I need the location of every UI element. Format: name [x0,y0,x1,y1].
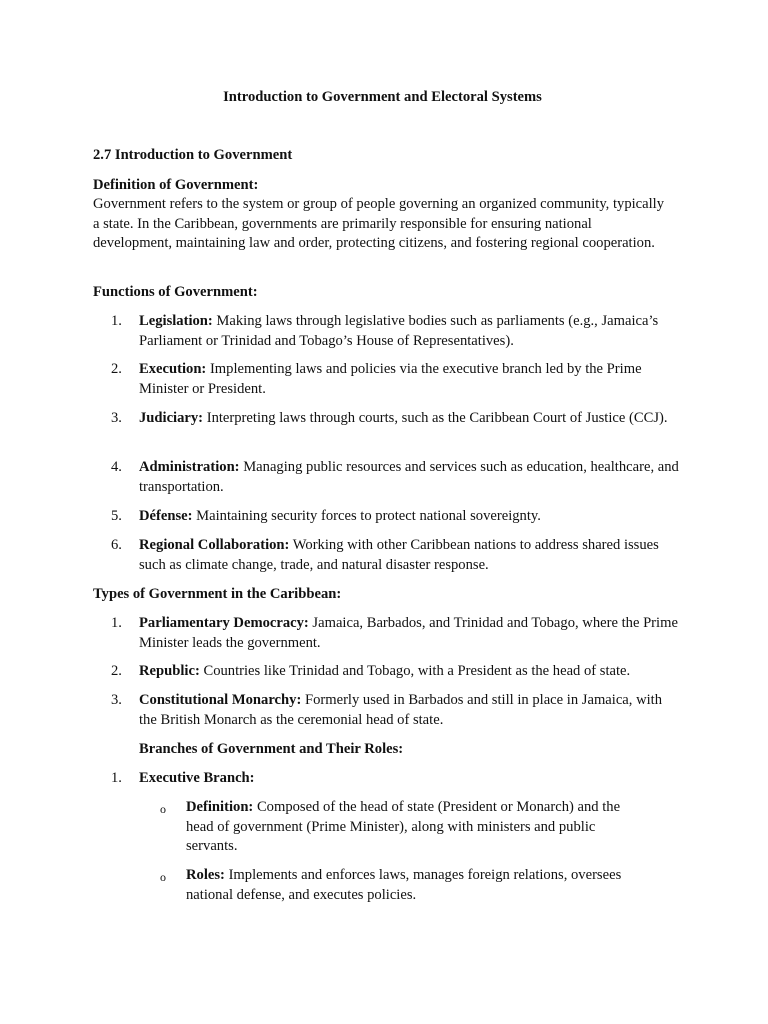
list-item-text: Jamaica, Barbados, and Trinidad and Tobago, where the Prime Minister leads the government. [139,615,678,651]
list-item-term: Regional Collaboration: [139,537,290,553]
list-item-execution [93,360,683,399]
list-item-term: Legislation: [139,313,213,329]
list-item-defense [93,507,683,527]
list-item-legislation [93,312,683,351]
list-number: 2. [111,361,122,377]
list-item-text: Maintaining security forces to protect national sovereignty. [192,508,541,524]
types-heading: Types of Government in the Caribbean: [93,586,342,602]
list-number: 1. [111,313,122,329]
list-item-judiciary [93,409,683,429]
list-item-term: Republic: [139,663,200,679]
list-item-executive-branch [93,769,683,789]
list-item-text: Working with other Caribbean nations to address shared issues such as climate change, trade, and natural disaster response. [139,537,659,573]
list-item-parliamentary-democracy [93,614,683,653]
hollow-bullet-icon: o [160,802,166,816]
list-item-administration [93,458,683,497]
list-item-text: Managing public resources and services such as education, healthcare, and transportation. [139,459,679,495]
list-item-term: Execution: [139,361,207,377]
list-item-republic [93,662,683,682]
list-item-term: Parliamentary Democracy: [139,615,309,631]
sub-item-text: Implements and enforces laws, manages foreign relations, oversees national defense, and executes policies. [186,867,622,903]
list-item-text: Making laws through legislative bodies such as parliaments (e.g., Jamaica’s Parliament or Trinidad and Tobago’s House of Representatives). [139,313,659,349]
document-title: Introduction to Government and Electoral Systems [223,89,542,105]
list-item-term: Executive Branch: [139,770,255,786]
list-item-term: Constitutional Monarchy: [139,692,302,708]
list-item-term: Défense: [139,508,193,524]
sub-item-term: Roles: [186,867,225,883]
list-number: 3. [111,692,122,708]
definition-paragraph: Government refers to the system or group of people governing an organized community, typically a state. In the Caribbean, governments are primarily responsible for ensuring national development, maintaining law and order, protecting citizens, and fostering regional cooperation. [93,196,665,251]
list-number: 3. [111,410,122,426]
list-item-text: Interpreting laws through courts, such as the Caribbean Court of Justice (CCJ). [203,410,668,426]
list-item-text: Implementing laws and policies via the executive branch led by the Prime Minister or President. [139,361,642,397]
list-number: 4. [111,459,122,475]
list-item-term: Judiciary: [139,410,204,426]
branches-heading: Branches of Government and Their Roles: [139,741,404,757]
list-number: 6. [111,537,122,553]
list-item-text: Formerly used in Barbados and still in place in Jamaica, with the British Monarch as the ceremonial head of state. [139,692,663,728]
hollow-bullet-icon: o [160,870,166,884]
list-item-constitutional-monarchy [93,691,683,730]
functions-heading: Functions of Government: [93,284,258,300]
sub-item-roles [160,866,640,905]
section-heading: 2.7 Introduction to Government [93,147,293,163]
sub-item-text: Composed of the head of state (President or Monarch) and the head of government (Prime Minister), along with ministers and public servants. [186,799,621,854]
sub-item-term: Definition: [186,799,254,815]
list-number: 2. [111,663,122,679]
list-item-term: Administration: [139,459,240,475]
sub-item-definition [160,798,640,857]
definition-heading: Definition of Government: [93,177,259,193]
list-number: 5. [111,508,122,524]
list-item-text: Countries like Trinidad and Tobago, with a President as the head of state. [199,663,631,679]
list-item-regional-collaboration [93,536,683,575]
list-number: 1. [111,770,122,786]
list-number: 1. [111,615,122,631]
